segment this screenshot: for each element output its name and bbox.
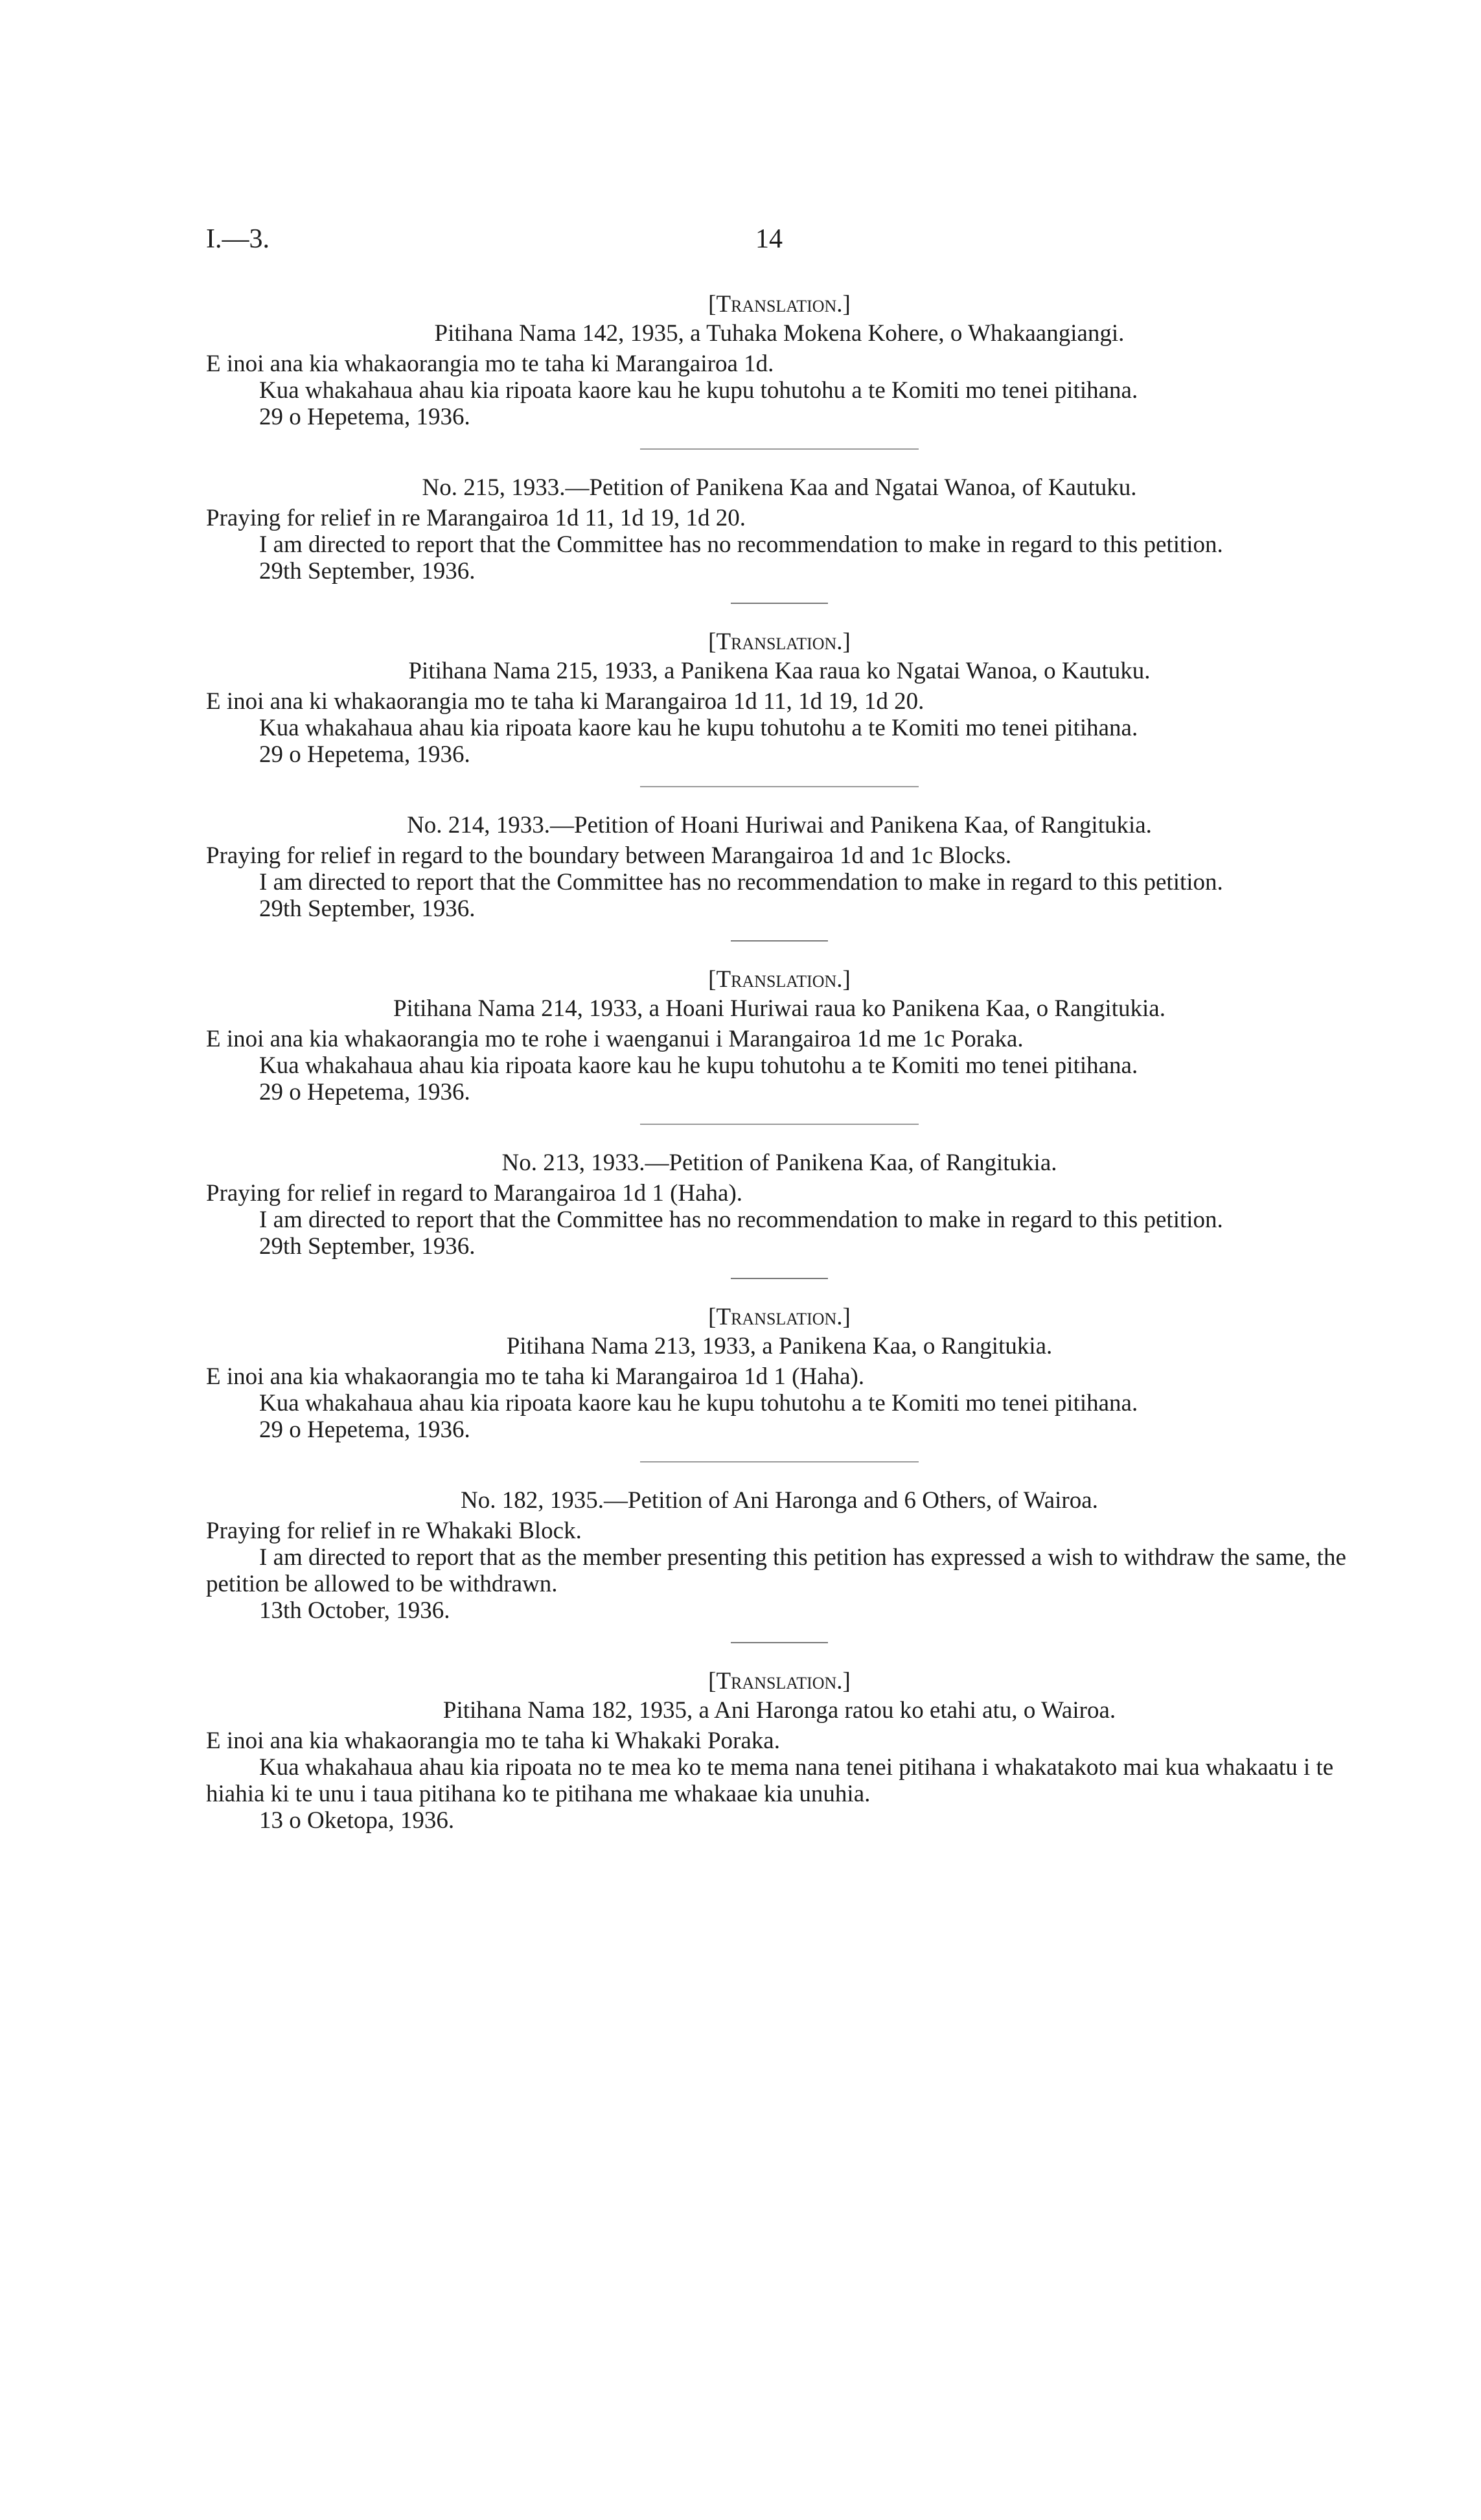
report-text: I am directed to report that the Committee has no recommendation to make in regard to this petition. <box>259 1207 1223 1233</box>
prayer-text: E inoi ana ki whakaorangia mo te taha ki Marangairoa 1d 11, 1d 19, 1d 20. <box>206 688 924 715</box>
report-date: 29 o Hepetema, 1936. <box>259 1079 470 1105</box>
translation-title: Pitihana Nama 182, 1935, a Ani Haronga ratou ko etahi atu, o Wairoa. <box>442 1697 1116 1724</box>
translation-label: [Translation.] <box>708 966 851 993</box>
report-date: 29th September, 1936. <box>259 896 476 922</box>
report-text: I am directed to report that the Committee has no recommendation to make in regard to this petition. <box>259 531 1223 558</box>
report-date: 29 o Hepetema, 1936. <box>259 741 470 768</box>
translation-label: [Translation.] <box>708 629 851 655</box>
petition-heading: No. 215, 1933.—Petition of Panikena Kaa and Ngatai Wanoa, of Kautuku. <box>422 474 1137 501</box>
report-text: Kua whakahaua ahau kia ripoata kaore kau he kupu tohutohu a te Komiti mo tenei pitihana. <box>259 1390 1138 1416</box>
translation-title: Pitihana Nama 214, 1933, a Hoani Huriwai raua ko Panikena Kaa, o Rangitukia. <box>393 995 1165 1022</box>
section-divider <box>640 448 919 450</box>
report-date: 29 o Hepetema, 1936. <box>259 404 470 430</box>
section-divider <box>640 1461 919 1462</box>
page-identifier: I.—3. <box>206 224 270 254</box>
prayer-text: E inoi ana kia whakaorangia mo te rohe i waenganui i Marangairoa 1d me 1c Poraka. <box>206 1026 1024 1052</box>
petition-section <box>206 1150 1353 1260</box>
petition-heading: No. 214, 1933.—Petition of Hoani Huriwai and Panikena Kaa, of Rangitukia. <box>407 812 1152 838</box>
prayer-text: Praying for relief in regard to Marangairoa 1d 1 (Haha). <box>206 1180 743 1207</box>
section-divider <box>640 1124 919 1125</box>
report-date: 13th October, 1936. <box>259 1597 450 1624</box>
report-text: Kua whakahaua ahau kia ripoata kaore kau he kupu tohutohu a te Komiti mo tenei pitihana. <box>259 715 1138 741</box>
section-divider <box>731 1642 828 1643</box>
translation-label: [Translation.] <box>708 1668 851 1694</box>
prayer-text: E inoi ana kia whakaorangia mo te taha ki Marangairoa 1d. <box>206 351 774 377</box>
report-date: 29th September, 1936. <box>259 558 476 584</box>
translation-title: Pitihana Nama 213, 1933, a Panikena Kaa, o Rangitukia. <box>506 1333 1053 1359</box>
translation-section <box>206 291 1353 430</box>
report-date: 29th September, 1936. <box>259 1233 476 1260</box>
prayer-text: E inoi ana kia whakaorangia mo te taha ki Whakaki Poraka. <box>206 1728 780 1754</box>
document-body <box>206 282 1353 1834</box>
translation-title: Pitihana Nama 142, 1935, a Tuhaka Mokena Kohere, o Whakaangiangi. <box>434 320 1125 347</box>
prayer-text: Praying for relief in re Marangairoa 1d 11, 1d 19, 1d 20. <box>206 505 746 531</box>
translation-section <box>206 629 1353 768</box>
report-date: 13 o Oketopa, 1936. <box>259 1807 455 1834</box>
section-divider <box>640 786 919 787</box>
report-text: Kua whakahaua ahau kia ripoata kaore kau he kupu tohutohu a te Komiti mo tenei pitihana. <box>259 1052 1138 1079</box>
translation-label: [Translation.] <box>708 1304 851 1330</box>
report-text: I am directed to report that as the member presenting this petition has expressed a wish to withdraw the same, the petition be allowed to be withdrawn. <box>206 1544 1346 1597</box>
petition-section <box>206 812 1353 922</box>
translation-section <box>206 1304 1353 1443</box>
report-date: 29 o Hepetema, 1936. <box>259 1416 470 1443</box>
prayer-text: Praying for relief in re Whakaki Block. <box>206 1518 582 1544</box>
section-divider <box>731 603 828 604</box>
report-text: Kua whakahaua ahau kia ripoata no te mea ko te mema nana tenei pitihana i whakatakoto mai kua whakaatu i te hiahia ki te unu i taua pitihana ko te pitihana me whakaae kia unuhia. <box>206 1754 1334 1807</box>
petition-section <box>206 474 1353 584</box>
section-divider <box>731 1278 828 1279</box>
report-text: Kua whakahaua ahau kia ripoata kaore kau he kupu tohutohu a te Komiti mo tenei pitihana. <box>259 377 1138 404</box>
petition-heading: No. 213, 1933.—Petition of Panikena Kaa, of Rangitukia. <box>501 1150 1057 1176</box>
petition-section <box>206 1487 1353 1624</box>
prayer-text: Praying for relief in regard to the boundary between Marangairoa 1d and 1c Blocks. <box>206 842 1012 869</box>
translation-label: [Translation.] <box>708 291 851 318</box>
report-text: I am directed to report that the Committee has no recommendation to make in regard to this petition. <box>259 869 1223 896</box>
translation-title: Pitihana Nama 215, 1933, a Panikena Kaa raua ko Ngatai Wanoa, o Kautuku. <box>408 658 1151 684</box>
page-number: 14 <box>755 224 783 254</box>
section-divider <box>731 940 828 942</box>
translation-section <box>206 1668 1353 1834</box>
petition-heading: No. 182, 1935.—Petition of Ani Haronga and 6 Others, of Wairoa. <box>461 1487 1098 1514</box>
translation-section <box>206 966 1353 1105</box>
prayer-text: E inoi ana kia whakaorangia mo te taha ki Marangairoa 1d 1 (Haha). <box>206 1363 865 1390</box>
